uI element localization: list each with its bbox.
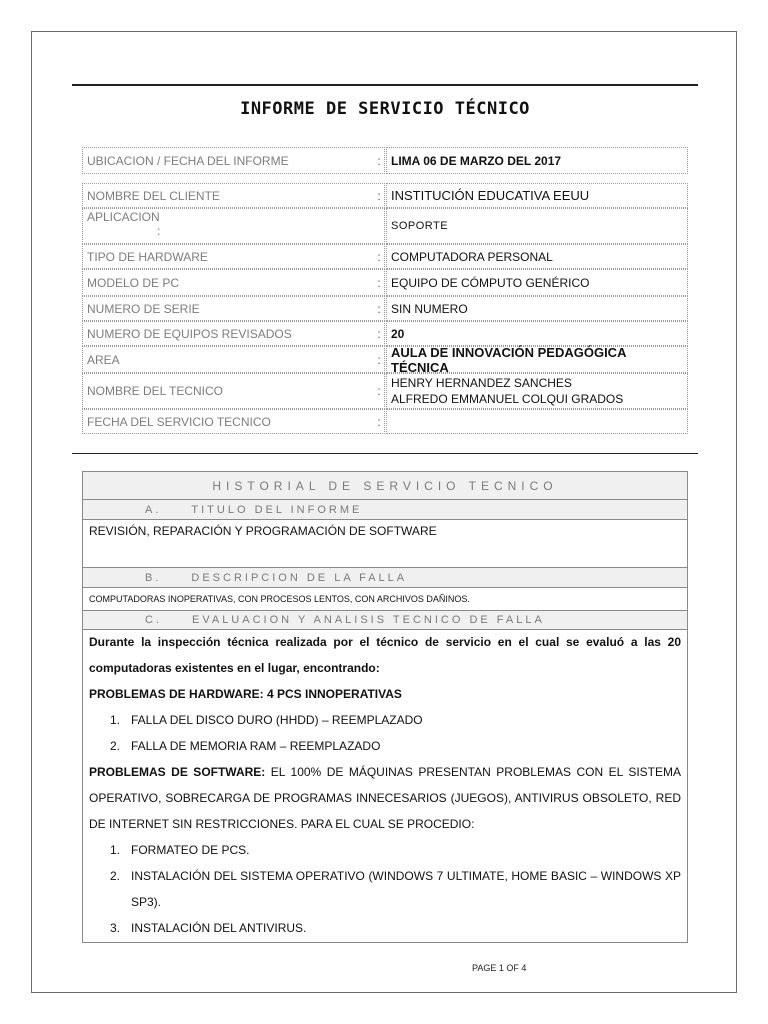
software-list xyxy=(89,837,681,941)
field-value: EQUIPO DE CÓMPUTO GENÉRICO xyxy=(386,269,688,296)
field-value: LIMA 06 DE MARZO DEL 2017 xyxy=(386,147,688,174)
field-value xyxy=(386,409,688,434)
field-colon: : xyxy=(377,326,381,341)
field-label: AREA xyxy=(82,346,385,373)
field-colon: : xyxy=(377,249,381,264)
hardware-heading: PROBLEMAS DE HARDWARE: 4 PCS INNOPERATIVAS xyxy=(89,687,402,701)
section-c-body xyxy=(89,629,681,941)
field-colon: : xyxy=(377,275,381,290)
section-c-header: C. EVALUACION Y ANALISIS TECNICO DE FALLA xyxy=(83,610,687,630)
field-colon: : xyxy=(377,352,381,367)
history-heading: HISTORIAL DE SERVICIO TECNICO xyxy=(83,472,687,500)
report-title: INFORME DE SERVICIO TÉCNICO xyxy=(240,99,530,119)
field-row-hardware xyxy=(82,244,688,269)
field-row-tecnico xyxy=(82,373,688,409)
field-label: NOMBRE DEL TECNICO xyxy=(82,373,385,409)
field-colon: : xyxy=(377,153,381,168)
section-a-header: A. TITULO DEL INFORME xyxy=(83,500,687,520)
section-a-text: REVISIÓN, REPARACIÓN Y PROGRAMACIÓN DE SOFTWARE xyxy=(89,524,437,538)
section-rule xyxy=(72,453,698,454)
field-value: COMPUTADORA PERSONAL xyxy=(386,244,688,269)
field-colon: : xyxy=(377,301,381,316)
intro-paragraph: Durante la inspección técnica realizada por el técnico de servicio en el cual se evaluó a las 20 computadoras existentes en el lugar, encontrando: xyxy=(89,635,681,675)
field-row-cliente xyxy=(82,183,688,208)
list-item: 2. INSTALACIÓN DEL SISTEMA OPERATIVO (WINDOWS 7 ULTIMATE, HOME BASIC – WINDOWS XP SP3). xyxy=(110,869,681,909)
field-colon: : xyxy=(377,414,381,429)
field-row-fecha-servicio xyxy=(82,409,688,434)
field-row-modelo xyxy=(82,269,688,296)
document-page xyxy=(31,31,737,993)
field-row-equipos xyxy=(82,321,688,346)
field-label: NUMERO DE EQUIPOS REVISADOS xyxy=(82,321,385,346)
field-row-ubicacion xyxy=(82,147,688,174)
field-value: INSTITUCIÓN EDUCATIVA EEUU xyxy=(386,183,688,208)
field-row-area xyxy=(82,346,688,373)
field-row-aplicacion xyxy=(82,208,688,244)
field-value: SOPORTE xyxy=(386,208,688,244)
top-rule xyxy=(72,84,698,86)
list-item: 1. FORMATEO DE PCS. xyxy=(110,843,250,857)
field-label: APLICACION : xyxy=(82,208,385,244)
field-colon: : xyxy=(377,188,381,203)
field-value: 20 xyxy=(386,321,688,346)
service-history-box xyxy=(82,471,688,943)
page-number: PAGE 1 OF 4 xyxy=(472,963,527,973)
field-label: UBICACION / FECHA DEL INFORME xyxy=(82,147,385,174)
field-label: NOMBRE DEL CLIENTE xyxy=(82,183,385,208)
field-label: MODELO DE PC xyxy=(82,269,385,296)
list-item: 1. FALLA DEL DISCO DURO (HHDD) – REEMPLAZADO xyxy=(110,713,423,727)
field-row-serie xyxy=(82,296,688,321)
list-item: 3. INSTALACIÓN DEL ANTIVIRUS. xyxy=(110,921,307,935)
software-paragraph: PROBLEMAS DE SOFTWARE: EL 100% DE MÁQUINAS PRESENTAN PROBLEMAS CON EL SISTEMA OPERATIVO, SOBRECARGA DE PROGRAMAS INNECESARIOS (JUEGOS), ANTIVIRUS OBSOLETO, RED DE INTERNET SIN RESTRICCIONES. PARA EL CUAL SE PROCEDIO: xyxy=(89,765,681,831)
list-item: 2. FALLA DE MEMORIA RAM – REEMPLAZADO xyxy=(110,739,381,753)
field-value: HENRY HERNANDEZ SANCHES ALFREDO EMMANUEL COLQUI GRADOS xyxy=(386,373,688,409)
field-label: FECHA DEL SERVICIO TECNICO xyxy=(82,409,385,434)
field-label: NUMERO DE SERIE xyxy=(82,296,385,321)
field-colon: : xyxy=(377,384,381,398)
section-b-header: B. DESCRIPCION DE LA FALLA xyxy=(83,567,687,588)
hardware-list xyxy=(89,707,681,759)
field-value: AULA DE INNOVACIÓN PEDAGÓGICA TÉCNICA xyxy=(386,346,688,373)
field-label: TIPO DE HARDWARE xyxy=(82,244,385,269)
field-value: SIN NUMERO xyxy=(386,296,688,321)
section-b-text: COMPUTADORAS INOPERATIVAS, CON PROCESOS LENTOS, CON ARCHIVOS DAÑINOS. xyxy=(89,594,470,604)
